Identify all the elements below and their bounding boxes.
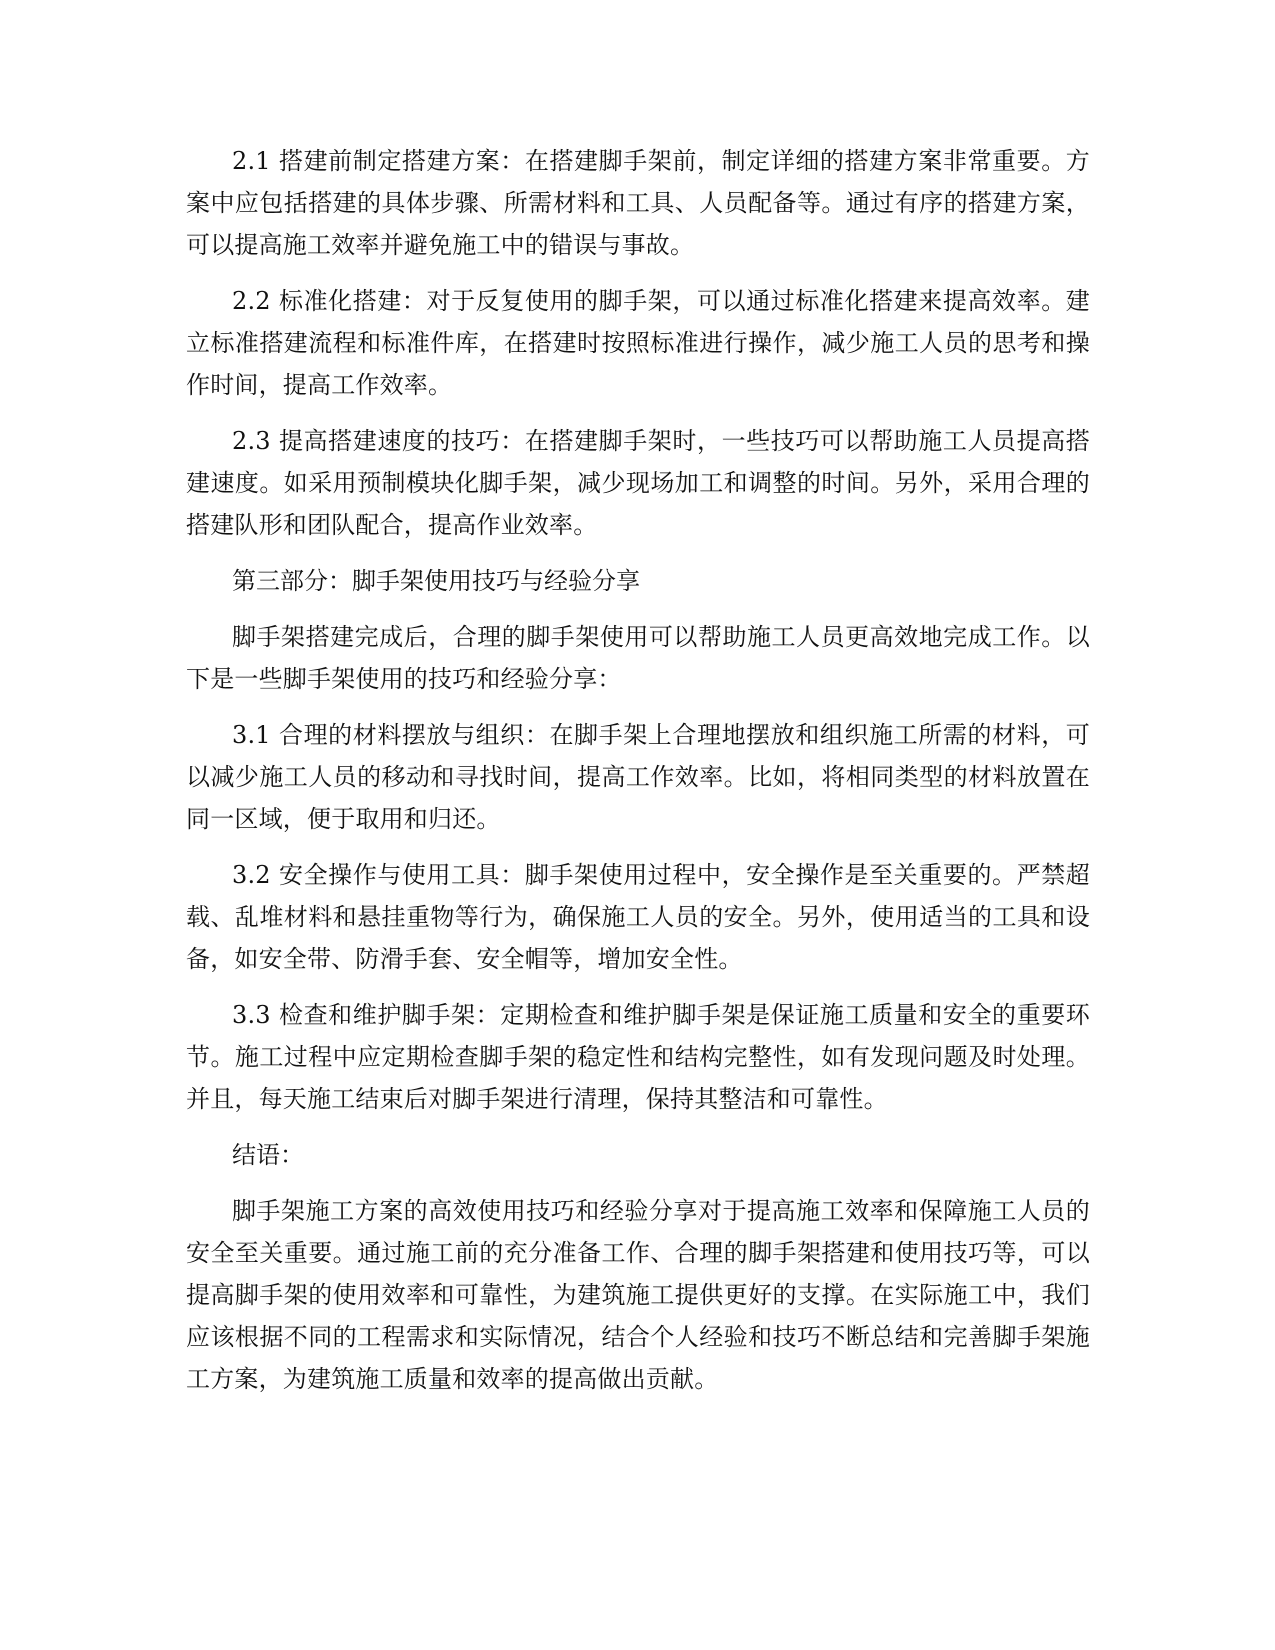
conclusion-heading: 结语： bbox=[232, 1141, 304, 1169]
section-2-2-paragraph: 2.2 标准化搭建：对于反复使用的脚手架，可以通过标准化搭建来提高效率。建立标准搭建流程和标准件库，在搭建时按照标准进行操作，减少施工人员的思考和操作时间，提高工作效率。 bbox=[186, 287, 1090, 399]
section-2-1-paragraph: 2.1 搭建前制定搭建方案：在搭建脚手架前，制定详细的搭建方案非常重要。方案中应包括搭建的具体步骤、所需材料和工具、人员配备等。通过有序的搭建方案，可以提高施工效率并避免施工中的错误与事故。 bbox=[186, 147, 1090, 259]
conclusion-paragraph: 脚手架施工方案的高效使用技巧和经验分享对于提高施工效率和保障施工人员的安全至关重要。通过施工前的充分准备工作、合理的脚手架搭建和使用技巧等，可以提高脚手架的使用效率和可靠性，为建筑施工提供更好的支撑。在实际施工中，我们应该根据不同的工程需求和实际情况，结合个人经验和技巧不断总结和完善脚手架施工方案，为建筑施工质量和效率的提高做出贡献。 bbox=[186, 1197, 1090, 1393]
section-3-1-paragraph: 3.1 合理的材料摆放与组织：在脚手架上合理地摆放和组织施工所需的材料，可以减少施工人员的移动和寻找时间，提高工作效率。比如，将相同类型的材料放置在同一区域，便于取用和归还。 bbox=[186, 721, 1090, 833]
section-2-3-paragraph: 2.3 提高搭建速度的技巧：在搭建脚手架时，一些技巧可以帮助施工人员提高搭建速度。如采用预制模块化脚手架，减少现场加工和调整的时间。另外，采用合理的搭建队形和团队配合，提高作业效率。 bbox=[186, 427, 1090, 539]
section-3-3-paragraph: 3.3 检查和维护脚手架：定期检查和维护脚手架是保证施工质量和安全的重要环节。施工过程中应定期检查脚手架的稳定性和结构完整性，如有发现问题及时处理。并且，每天施工结束后对脚手架进行清理，保持其整洁和可靠性。 bbox=[186, 1001, 1090, 1113]
section-3-2-paragraph: 3.2 安全操作与使用工具：脚手架使用过程中，安全操作是至关重要的。严禁超载、乱堆材料和悬挂重物等行为，确保施工人员的安全。另外，使用适当的工具和设备，如安全带、防滑手套、安全帽等，增加安全性。 bbox=[186, 861, 1090, 973]
document-page bbox=[186, 140, 1090, 1414]
part-three-intro-paragraph: 脚手架搭建完成后，合理的脚手架使用可以帮助施工人员更高效地完成工作。以下是一些脚手架使用的技巧和经验分享： bbox=[186, 623, 1090, 693]
part-three-heading: 第三部分：脚手架使用技巧与经验分享 bbox=[232, 567, 640, 595]
